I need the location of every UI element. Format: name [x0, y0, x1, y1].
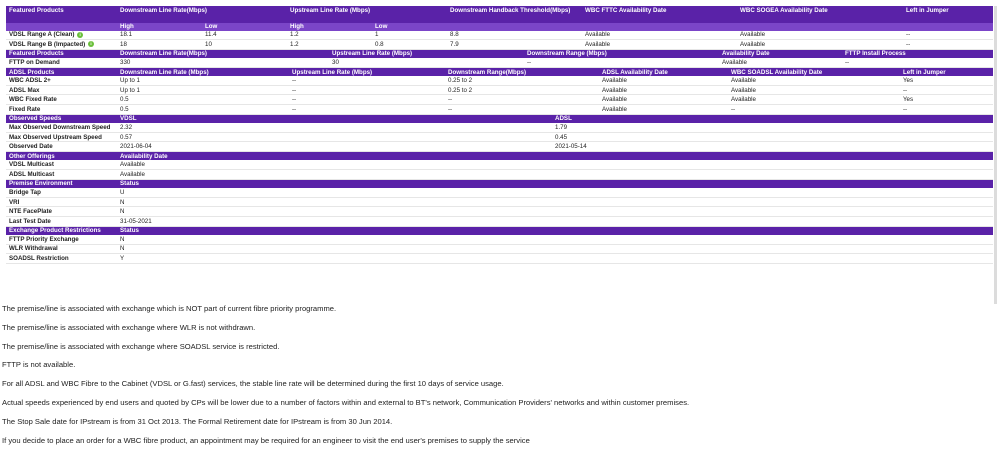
- table-cell: 2021-06-04: [117, 142, 552, 152]
- restrictions-header-row: [6, 227, 993, 236]
- row-label: SOADSL Restriction: [6, 254, 117, 264]
- col-header: Exchange Product Restrictions: [6, 227, 117, 236]
- table-cell: Available: [719, 58, 842, 67]
- note-text: The premise/line is associated with exchange where SOADSL service is restricted.: [2, 341, 280, 351]
- col-header: Featured Products: [6, 50, 117, 59]
- col-header: Observed Speeds: [6, 115, 117, 124]
- table-cell: 18: [117, 40, 202, 50]
- product-name: VDSL Range A (Clean): [9, 31, 75, 39]
- col-header: Status: [117, 180, 993, 189]
- table-row: [6, 216, 993, 226]
- col-header: ADSL Products: [6, 68, 117, 77]
- fttp-header-row: [6, 50, 993, 59]
- table-cell: 0.5: [117, 105, 289, 115]
- col-header: Downstream Line Rate(Mbps): [117, 6, 287, 23]
- row-label: NTE FacePlate: [6, 207, 117, 217]
- table-cell: Yes: [900, 95, 993, 105]
- table-cell: Available: [737, 31, 903, 40]
- table-cell: --: [289, 85, 445, 95]
- results-panel: [6, 6, 993, 264]
- table-cell: 2021-05-14: [552, 142, 993, 152]
- row-label: Last Test Date: [6, 216, 117, 226]
- col-header: Premise Environment: [6, 180, 117, 189]
- table-cell: 0.8: [372, 40, 447, 50]
- product-name: FTTP on Demand: [6, 58, 117, 67]
- product-name: ADSL Max: [6, 85, 117, 95]
- featured-products-table: [6, 6, 993, 50]
- table-cell: 330: [117, 58, 329, 67]
- table-cell: --: [445, 95, 599, 105]
- table-row: [6, 123, 993, 132]
- table-cell: Up to 1: [117, 76, 289, 85]
- table-cell: Up to 1: [117, 85, 289, 95]
- table-cell: --: [900, 105, 993, 115]
- row-label: VDSL Multicast: [6, 160, 117, 169]
- featured-header-row: [6, 6, 993, 23]
- scrollbar[interactable]: [994, 6, 997, 304]
- note-text: The premise/line is associated with exchange where WLR is not withdrawn.: [2, 322, 256, 332]
- table-row: [6, 197, 993, 207]
- table-cell: --: [728, 105, 900, 115]
- adsl-products-table: [6, 68, 993, 115]
- table-row: [6, 244, 993, 254]
- row-label: WLR Withdrawal: [6, 244, 117, 254]
- table-row: [6, 31, 993, 40]
- product-name: VDSL Range B (Impacted): [9, 40, 86, 48]
- table-cell: N: [117, 207, 993, 217]
- premise-header-row: [6, 180, 993, 189]
- note-text: For all ADSL and WBC Fibre to the Cabinet (VDSL or G.fast) services, the stable line rate will be determined during the first 10 days of service usage.: [2, 379, 504, 389]
- table-row: [6, 132, 993, 142]
- subheader: Low: [202, 23, 287, 31]
- table-cell: Yes: [900, 76, 993, 85]
- row-label: FTTP Priority Exchange: [6, 235, 117, 244]
- exchange-restrictions-table: [6, 227, 993, 264]
- col-header: Downstream Range(Mbps): [445, 68, 599, 77]
- table-cell: 10: [202, 40, 287, 50]
- col-header: WBC FTTC Availability Date: [582, 6, 737, 23]
- subheader: High: [117, 23, 202, 31]
- other-offerings-table: [6, 152, 993, 180]
- table-cell: Available: [728, 85, 900, 95]
- table-cell: U: [117, 188, 993, 197]
- table-cell: N: [117, 244, 993, 254]
- col-header: WBC SOGEA Availability Date: [737, 6, 903, 23]
- col-header: WBC SOADSL Availability Date: [728, 68, 900, 77]
- table-cell: --: [289, 105, 445, 115]
- product-name: Fixed Rate: [6, 105, 117, 115]
- table-row: [6, 95, 993, 105]
- table-row: [6, 207, 993, 217]
- table-row: [6, 254, 993, 264]
- table-cell: --: [903, 31, 993, 40]
- table-row: [6, 235, 993, 244]
- observed-header-row: [6, 115, 993, 124]
- table-row: [6, 58, 993, 67]
- col-header: Availability Date: [719, 50, 842, 59]
- table-cell: 1.79: [552, 123, 993, 132]
- table-row: [6, 188, 993, 197]
- row-label: ADSL Multicast: [6, 170, 117, 180]
- col-header: Downstream Line Rate (Mbps): [117, 68, 289, 77]
- note-text: Actual speeds experienced by end users and quoted by CPs will be lower due to a number of factors within and external to BT's network, Communication Providers' networks and within customer premises.: [2, 397, 690, 407]
- row-label: Observed Date: [6, 142, 117, 152]
- table-cell: 0.45: [552, 132, 993, 142]
- row-label: Bridge Tap: [6, 188, 117, 197]
- table-cell: 2.32: [117, 123, 552, 132]
- table-cell: 30: [329, 58, 524, 67]
- table-cell: --: [445, 105, 599, 115]
- row-label: Max Observed Downstream Speed: [6, 123, 117, 132]
- col-header: Downstream Line Rate(Mbps): [117, 50, 329, 59]
- table-cell: 0.25 to 2: [445, 76, 599, 85]
- col-header: Availability Date: [117, 152, 993, 161]
- table-cell: 1.2: [287, 40, 372, 50]
- adsl-header-row: [6, 68, 993, 77]
- table-cell: Available: [599, 95, 728, 105]
- product-name: WBC Fixed Rate: [6, 95, 117, 105]
- table-cell: 7.9: [447, 40, 582, 50]
- table-row: [6, 142, 993, 152]
- table-cell: 0.25 to 2: [445, 85, 599, 95]
- table-cell: 0.5: [117, 95, 289, 105]
- row-label: Max Observed Upstream Speed: [6, 132, 117, 142]
- table-row: [6, 76, 993, 85]
- table-cell: --: [289, 95, 445, 105]
- table-cell: --: [903, 40, 993, 50]
- table-cell: Available: [599, 76, 728, 85]
- table-row: [6, 105, 993, 115]
- table-cell: N: [117, 197, 993, 207]
- table-row: [6, 170, 993, 180]
- info-icon[interactable]: i: [88, 41, 94, 47]
- note-text: The premise/line is associated with exchange which is NOT part of current fibre priority programme.: [2, 304, 337, 313]
- table-cell: 18.1: [117, 31, 202, 40]
- fttp-table: [6, 50, 993, 68]
- table-cell: 1.2: [287, 31, 372, 40]
- table-cell: Available: [728, 95, 900, 105]
- table-row: [6, 40, 993, 50]
- table-cell: --: [289, 76, 445, 85]
- col-header: VDSL: [117, 115, 552, 124]
- table-cell: N: [117, 235, 993, 244]
- table-cell: Available: [117, 170, 993, 180]
- table-cell: Available: [599, 105, 728, 115]
- table-cell: --: [842, 58, 993, 67]
- col-header: FTTP Install Process: [842, 50, 993, 59]
- featured-subheader-row: [6, 23, 993, 31]
- table-cell: --: [524, 58, 719, 67]
- table-cell: 0.57: [117, 132, 552, 142]
- col-header: ADSL Availability Date: [599, 68, 728, 77]
- table-cell: Available: [582, 31, 737, 40]
- info-icon[interactable]: i: [77, 32, 83, 38]
- col-header: Downstream Handback Threshold(Mbps): [447, 6, 582, 23]
- col-header: Status: [117, 227, 993, 236]
- table-cell: 1: [372, 31, 447, 40]
- table-cell: 8.8: [447, 31, 582, 40]
- note-text: If you decide to place an order for a WBC fibre product, an appointment may be required for an engineer to visit the end user's premises to supply the service: [2, 435, 530, 445]
- col-header: Other Offerings: [6, 152, 117, 161]
- col-header: ADSL: [552, 115, 993, 124]
- table-cell: Available: [737, 40, 903, 50]
- subheader: Low: [372, 23, 447, 31]
- col-header: Downstream Range (Mbps): [524, 50, 719, 59]
- table-row: [6, 85, 993, 95]
- col-header: Left in Jumper: [903, 6, 993, 23]
- product-name: WBC ADSL 2+: [6, 76, 117, 85]
- col-header: Featured Products: [6, 6, 117, 23]
- table-row: [6, 160, 993, 169]
- row-label: VRI: [6, 197, 117, 207]
- table-cell: 11.4: [202, 31, 287, 40]
- note-text: FTTP is not available.: [2, 360, 76, 370]
- table-cell: Available: [728, 76, 900, 85]
- table-cell: Available: [117, 160, 993, 169]
- premise-environment-table: [6, 180, 993, 227]
- other-header-row: [6, 152, 993, 161]
- table-cell: Available: [599, 85, 728, 95]
- table-cell: Y: [117, 254, 993, 264]
- col-header: Upstream Line Rate (Mbps): [329, 50, 524, 59]
- col-header: Upstream Line Rate (Mbps): [289, 68, 445, 77]
- table-cell: Available: [582, 40, 737, 50]
- note-text: The Stop Sale date for IPstream is from 31 Oct 2013. The Formal Retirement date for IPstream is from 30 Jun 2014.: [2, 416, 393, 426]
- table-cell: 31-05-2021: [117, 216, 993, 226]
- observed-speeds-table: [6, 115, 993, 152]
- col-header: Left in Jumper: [900, 68, 993, 77]
- col-header: Upstream Line Rate (Mbps): [287, 6, 447, 23]
- subheader: High: [287, 23, 372, 31]
- table-cell: --: [900, 85, 993, 95]
- notes-section: [2, 305, 992, 455]
